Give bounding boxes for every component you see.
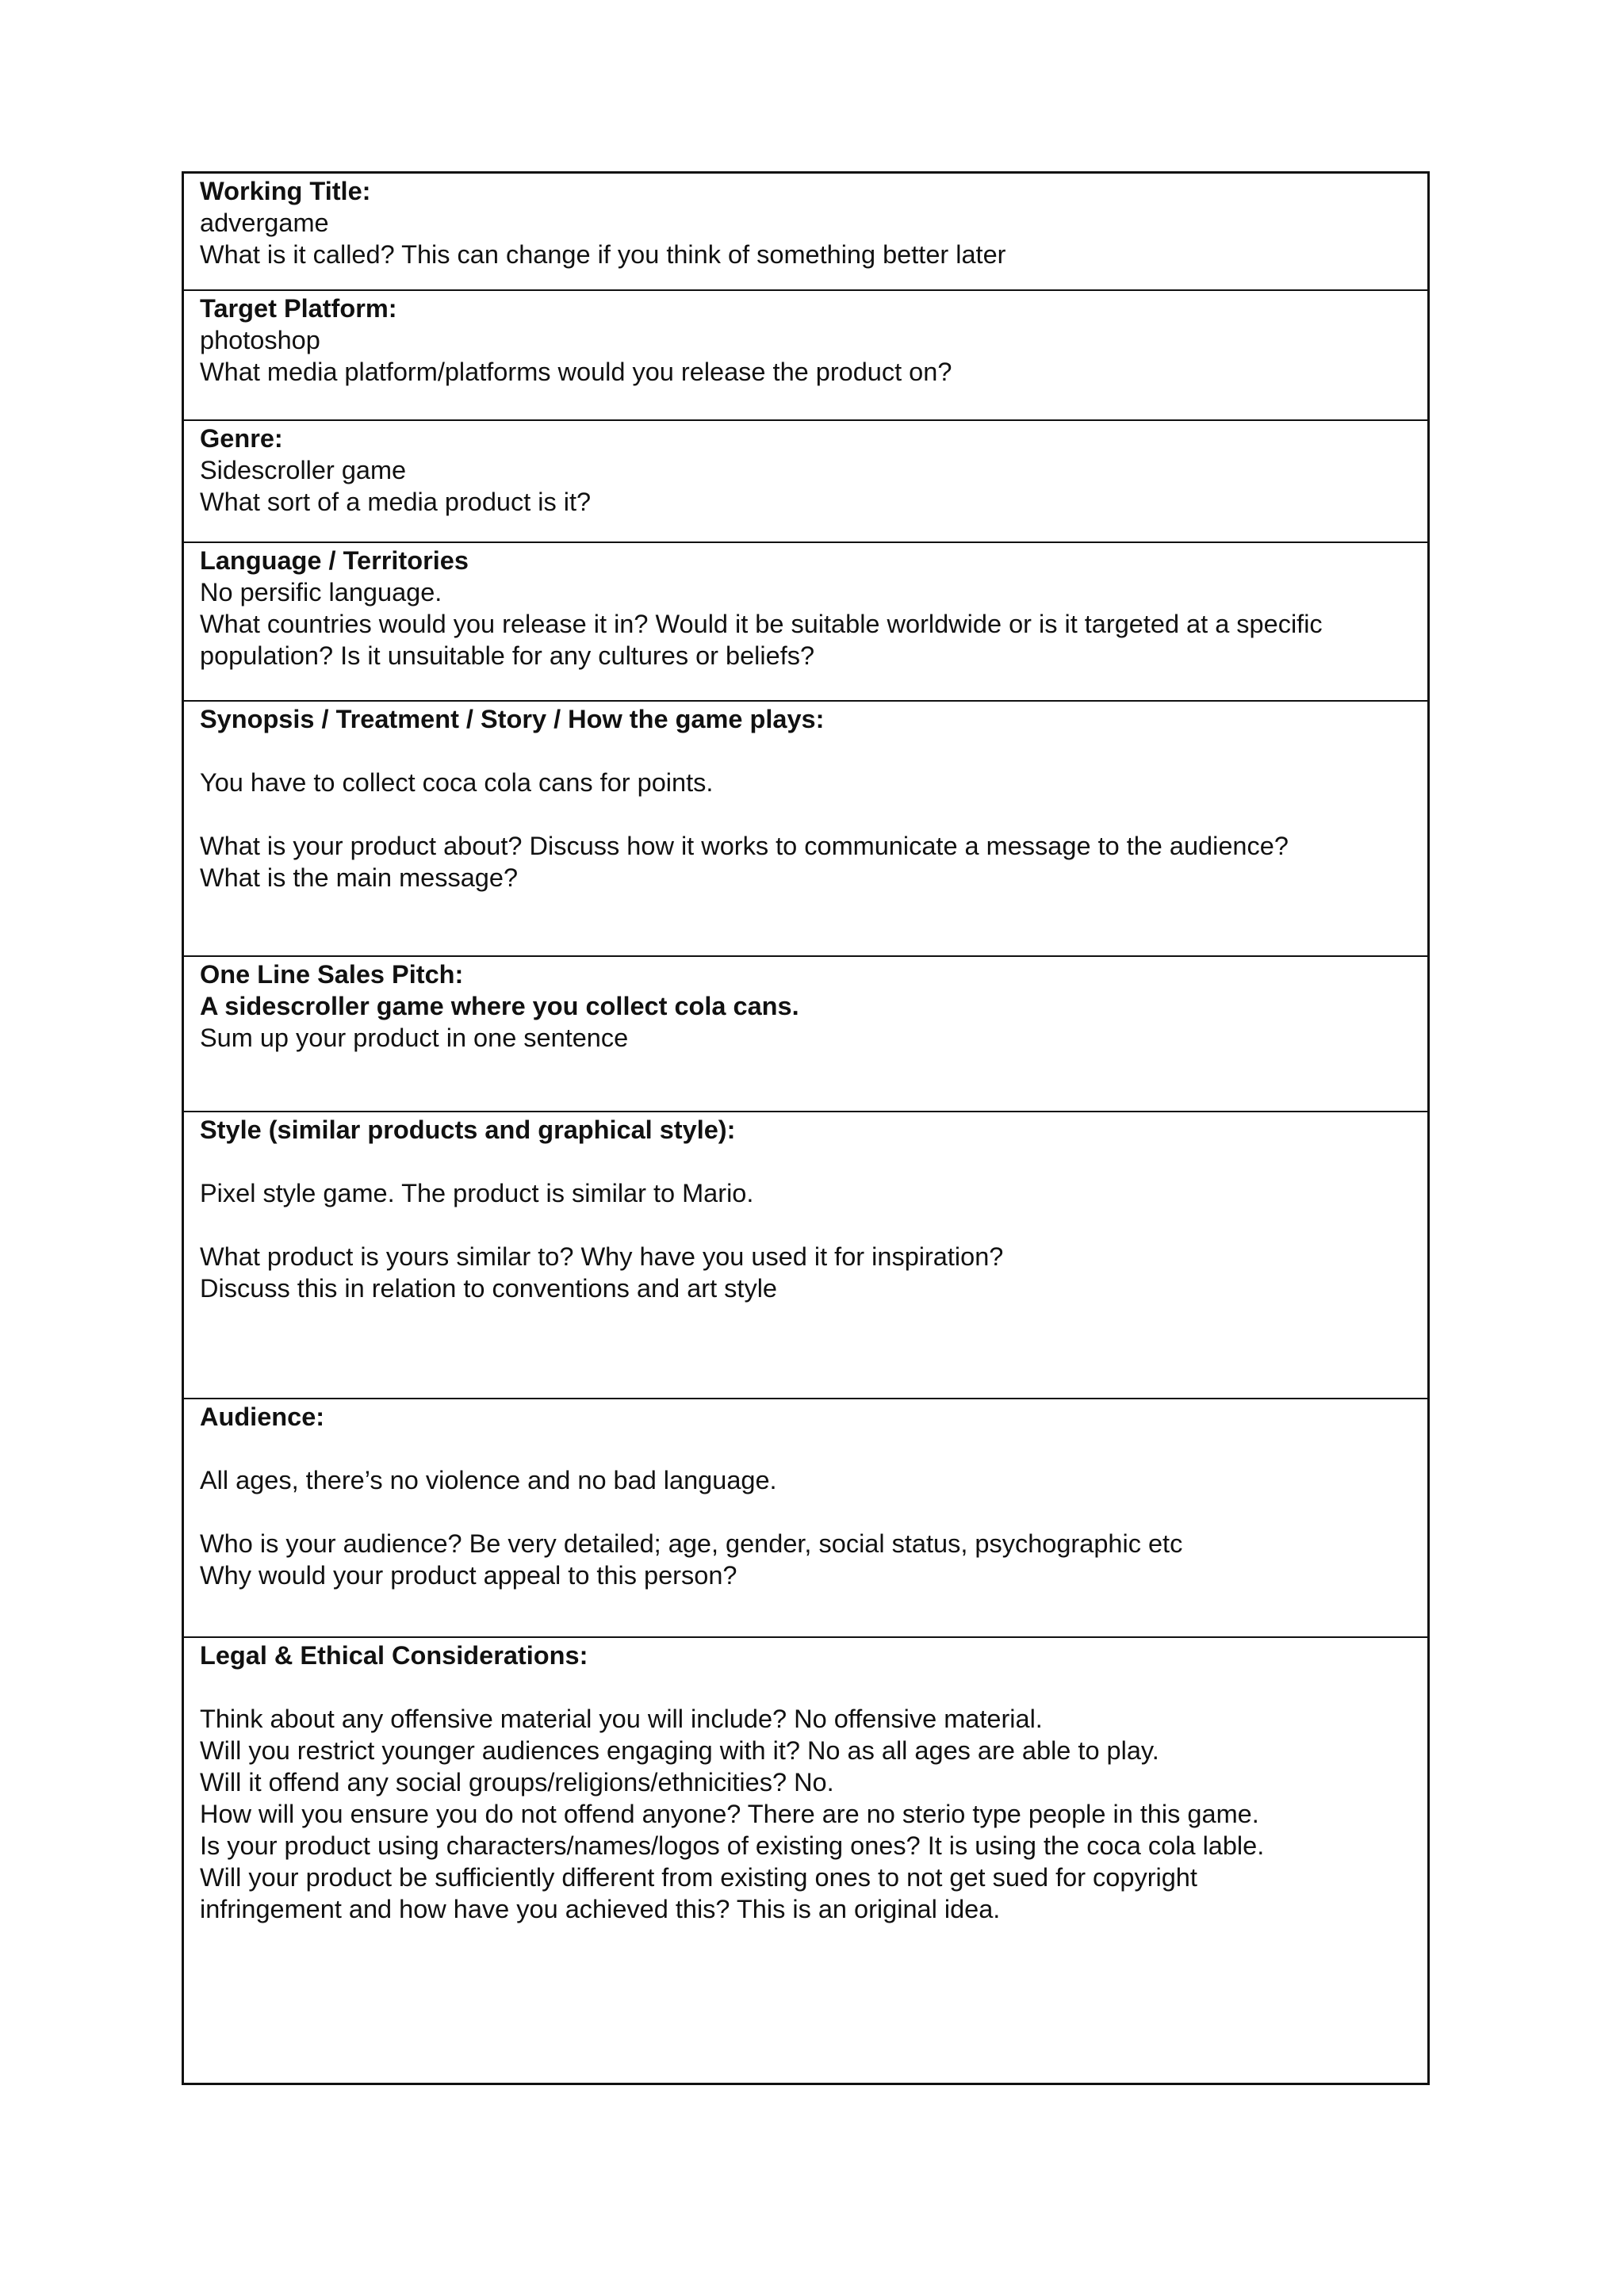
synopsis-section bbox=[184, 702, 1427, 957]
genre-section bbox=[184, 421, 1427, 543]
language-prompt-line-2: population? Is it unsuitable for any cultures or beliefs? bbox=[200, 641, 815, 670]
synopsis-prompt-line-2: What is the main message? bbox=[200, 863, 519, 892]
style-section bbox=[184, 1112, 1427, 1399]
style-prompt-line-2: Discuss this in relation to conventions and art style bbox=[200, 1274, 777, 1303]
audience-prompt-line-1: Who is your audience? Be very detailed; age, gender, social status, psychographic etc bbox=[200, 1529, 1183, 1558]
sales-pitch-section bbox=[184, 957, 1427, 1112]
target-platform-prompt: What media platform/platforms would you release the product on? bbox=[200, 358, 952, 386]
audience-label: Audience: bbox=[200, 1402, 325, 1431]
working-title-section bbox=[184, 174, 1427, 291]
language-territories-section bbox=[184, 543, 1427, 702]
legal-line: Think about any offensive material you will include? No offensive material. bbox=[200, 1705, 1043, 1733]
genre-prompt: What sort of a media product is it? bbox=[200, 488, 592, 516]
audience-answer: All ages, there’s no violence and no bad language. bbox=[200, 1466, 777, 1494]
legal-line: Will it offend any social groups/religions/ethnicities? No. bbox=[200, 1768, 834, 1797]
synopsis-prompt-line-1: What is your product about? Discuss how it works to communicate a message to the audience? bbox=[200, 832, 1289, 860]
working-title-label: Working Title: bbox=[200, 177, 371, 205]
legal-line: infringement and how have you achieved this? This is an original idea. bbox=[200, 1895, 1001, 1923]
style-prompt-line-1: What product is yours similar to? Why have you used it for inspiration? bbox=[200, 1242, 1004, 1271]
genre-label: Genre: bbox=[200, 424, 283, 453]
legal-line: How will you ensure you do not offend anyone? There are no sterio type people in this game. bbox=[200, 1800, 1259, 1828]
sales-pitch-prompt: Sum up your product in one sentence bbox=[200, 1024, 629, 1052]
sales-pitch-answer: A sidescroller game where you collect cola cans. bbox=[200, 992, 799, 1020]
legal-label: Legal & Ethical Considerations: bbox=[200, 1641, 588, 1670]
style-answer: Pixel style game. The product is similar to Mario. bbox=[200, 1179, 754, 1207]
legal-ethical-section bbox=[184, 1638, 1427, 2083]
synopsis-answer: You have to collect coca cola cans for points. bbox=[200, 768, 714, 797]
legal-line: Will your product be sufficiently different from existing ones to not get sued for copyright bbox=[200, 1863, 1197, 1892]
working-title-answer: advergame bbox=[200, 209, 329, 237]
audience-section bbox=[184, 1399, 1427, 1638]
language-prompt-line-1: What countries would you release it in? Would it be suitable worldwide or is it targeted at a specific bbox=[200, 610, 1323, 638]
target-platform-section bbox=[184, 291, 1427, 421]
audience-prompt-line-2: Why would your product appeal to this person? bbox=[200, 1561, 737, 1590]
working-title-prompt: What is it called? This can change if you think of something better later bbox=[200, 240, 1006, 269]
language-answer: No persific language. bbox=[200, 578, 442, 607]
legal-line: Will you restrict younger audiences engaging with it? No as all ages are able to play. bbox=[200, 1736, 1159, 1765]
target-platform-answer: photoshop bbox=[200, 326, 320, 354]
sales-pitch-label: One Line Sales Pitch: bbox=[200, 960, 464, 989]
synopsis-label: Synopsis / Treatment / Story / How the game plays: bbox=[200, 705, 825, 733]
language-label: Language / Territories bbox=[200, 546, 469, 575]
genre-answer: Sidescroller game bbox=[200, 456, 407, 484]
style-label: Style (similar products and graphical style): bbox=[200, 1115, 736, 1144]
target-platform-label: Target Platform: bbox=[200, 294, 397, 323]
proposal-form-table bbox=[182, 171, 1430, 2085]
legal-line: Is your product using characters/names/logos of existing ones? It is using the coca cola lable. bbox=[200, 1831, 1265, 1860]
